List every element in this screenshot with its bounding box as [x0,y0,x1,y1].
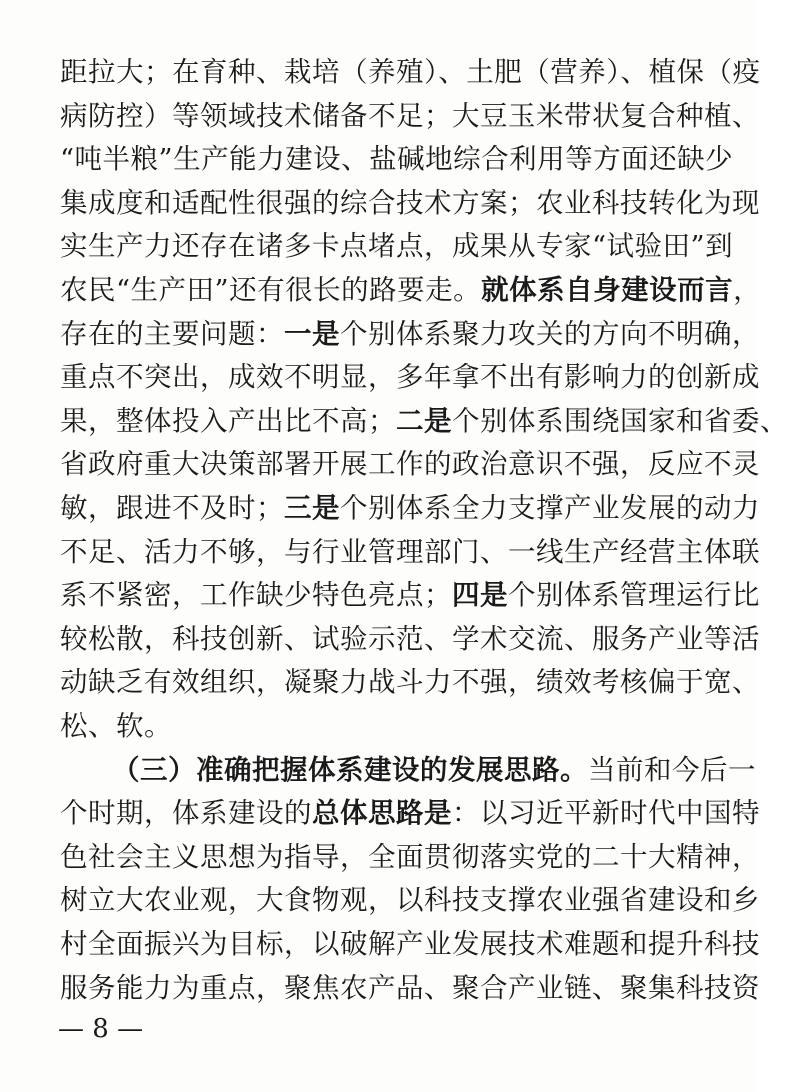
text-segment: 色社会主义思想为指导，全面贯彻落实党的二十大精神， [60,840,760,873]
text-line [60,706,688,746]
text-line [60,96,760,136]
text-segment: 松、软。 [60,710,172,742]
bold-text-segment: 四是 [452,579,508,612]
bold-text-segment: 三是 [284,492,340,524]
text-line [60,575,760,615]
text-segment: 较松散，科技创新、试验示范、学术交流、服务产业等活 [60,622,760,655]
text-line [60,444,760,484]
text-segment: 个时期，体系建设的 [60,797,312,830]
text-segment: 重点不突出，成效不明显，多年拿不出有影响力的创新成 [60,361,760,394]
text-segment: 服务能力为重点，聚焦农产品、聚合产业链、聚集科技资 [60,971,760,1004]
text-segment: 个别体系管理运行比 [508,579,760,612]
text-line [60,314,760,354]
text-line [60,270,762,310]
text-segment: 敏，跟进不及时； [60,492,284,524]
text-segment: 集成度和适配性很强的综合技术方案；农业科技转化为现 [60,186,760,219]
bold-text-segment: 就体系自身建设而言 [481,274,734,306]
text-segment: 个别体系全力支撑产业发展的动力 [340,492,760,524]
text-line [60,183,760,223]
text-segment: 不足、活力不够，与行业管理部门、一线生产经营主体联 [60,535,760,568]
text-line [60,793,760,833]
text-line [60,924,760,964]
text-segment: 当前和今后一 [588,753,756,786]
text-line [60,619,760,659]
bold-text-segment: 一是 [284,317,340,350]
text-segment: 存在的主要问题： [60,317,284,350]
text-segment: ：以习近平新时代中国特 [452,797,760,830]
text-line [60,968,760,1008]
page-number: — 8 — [58,1014,144,1044]
text-line [60,357,760,397]
text-line [60,139,734,179]
text-segment: 农民“生产田”还有很长的路要走。 [60,274,482,306]
text-segment: 实生产力还存在诸多卡点堵点，成果从专家“试验田”到 [60,230,734,263]
text-line [60,532,760,572]
text-segment: ， [733,274,762,306]
text-segment: 省政府重大决策部署开展工作的政治意识不强，反应不灵 [60,448,760,481]
text-segment: 距拉大；在育种、栽培（养殖）、土肥（营养）、植保（疫 [60,56,761,88]
text-segment: 个别体系围绕国家和省委、 [452,404,788,437]
text-line [112,750,756,790]
text-segment: 动缺乏有效组织，凝聚力战斗力不强，绩效考核偏于宽、 [60,666,760,699]
text-segment: 村全面振兴为目标，以破解产业发展技术难题和提升科技 [60,928,760,960]
text-segment: 果，整体投入产出比不高； [60,404,396,437]
text-line [60,401,788,441]
text-line [60,880,760,920]
text-segment: 个别体系聚力攻关的方向不明确， [340,317,760,350]
text-line [60,662,760,702]
text-line [60,837,760,877]
text-segment: 病防控）等领域技术储备不足；大豆玉米带状复合种植、 [60,99,760,132]
bold-text-segment: 二是 [396,404,452,437]
text-line [60,488,760,528]
text-segment: “吨半粮”生产能力建设、盐碱地综合利用等方面还缺少 [60,143,734,176]
text-segment: 系不紧密，工作缺少特色亮点； [60,579,452,612]
text-line [60,52,761,92]
bold-text-segment: 总体思路是 [312,797,452,830]
text-line [60,226,734,266]
section-heading: （三）准确把握体系建设的发展思路。 [112,753,588,786]
text-segment: 树立大农业观，大食物观，以科技支撑农业强省建设和乡 [60,884,760,917]
